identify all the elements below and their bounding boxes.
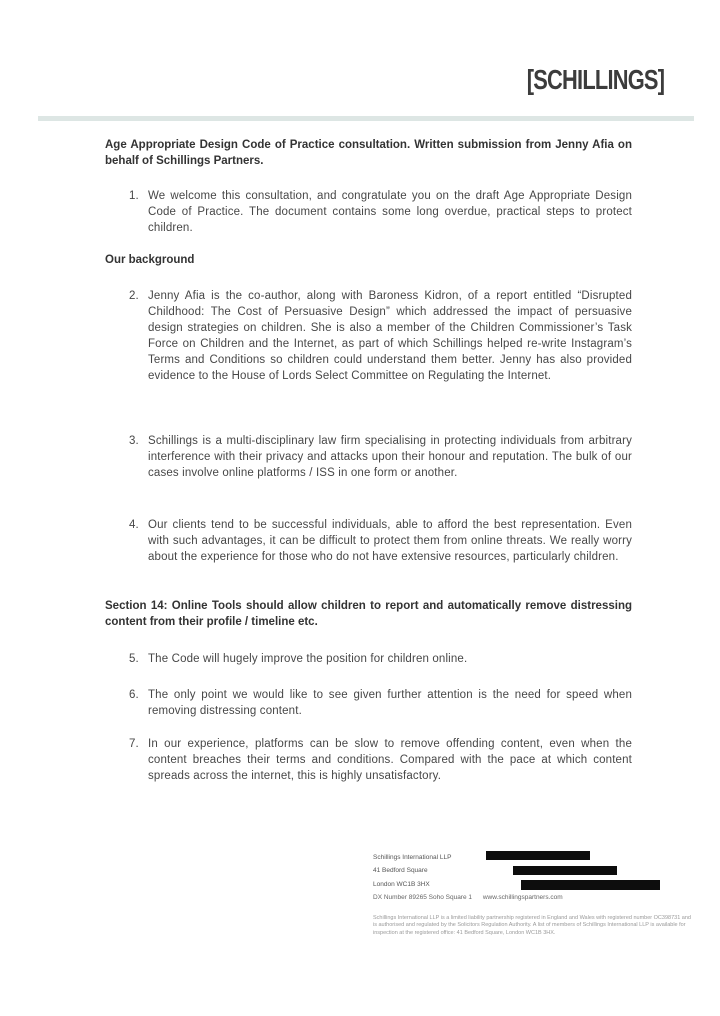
list-item-5 bbox=[105, 651, 632, 667]
list-item-text: The only point we would like to see given further attention is the need for speed when removing distressing content. bbox=[148, 689, 632, 717]
redaction-bar-2 bbox=[513, 866, 617, 875]
list-item-3 bbox=[105, 433, 632, 481]
footer-firm-name: Schillings International LLP bbox=[373, 854, 452, 861]
header-divider-rule bbox=[38, 116, 694, 121]
schillings-logo: [SCHILLINGS] bbox=[526, 64, 664, 95]
list-item-text: The Code will hugely improve the position for children online. bbox=[148, 653, 468, 665]
footer-fine-print: Schillings International LLP is a limited liability partnership registered in England and Wales with registered number OC398731 and is authorised and regulated by the Solicitors Regulation Authority. A list of members of Schillings International LLP is available for inspection at the registered office: 41 Bedford Square, London WC1B 3HX. bbox=[373, 915, 691, 936]
list-item-6 bbox=[105, 687, 632, 719]
list-item-text: Schillings is a multi-disciplinary law firm specialising in protecting individuals from arbitrary interference with their privacy and attacks upon their honour and reputation. The bulk of our cases involve online platforms / ISS in one form or another. bbox=[148, 435, 632, 479]
footer-street: 41 Bedford Square bbox=[373, 867, 428, 875]
list-item-1 bbox=[105, 188, 632, 236]
footer-contact-line: DX Number 89265 Soho Square 1 www.schillingspartners.com bbox=[373, 894, 563, 902]
list-item-2 bbox=[105, 288, 632, 384]
list-item-text: In our experience, platforms can be slow to remove offending content, even when the content breaches their terms and conditions. Compared with the pace at which content spreads across the internet, this is highly unsatisfactory. bbox=[148, 738, 632, 782]
list-item-number: 7. bbox=[129, 738, 139, 750]
document-title: Age Appropriate Design Code of Practice consultation. Written submission from Jenny Afia on behalf of Schillings Partners. bbox=[105, 139, 632, 167]
list-item-number: 4. bbox=[129, 519, 139, 531]
list-item-7 bbox=[105, 736, 632, 784]
footer-city-postcode: London WC1B 3HX bbox=[373, 880, 430, 888]
redaction-bar-3 bbox=[521, 880, 660, 890]
list-item-number: 6. bbox=[129, 689, 139, 701]
heading-our-background: Our background bbox=[105, 254, 195, 266]
list-item-text: Our clients tend to be successful individuals, able to afford the best representation. Even with such advantages, it can be difficult to protect them from online threats. We really worry about the experience for those who do not have extensive resources, particularly children. bbox=[148, 519, 632, 563]
list-item-4 bbox=[105, 517, 632, 565]
list-item-number: 3. bbox=[129, 435, 139, 447]
list-item-text: We welcome this consultation, and congratulate you on the draft Age Appropriate Design Code of Practice. The document contains some long overdue, practical steps to protect children. bbox=[148, 190, 632, 234]
redaction-bar-1 bbox=[486, 851, 590, 860]
heading-section-14: Section 14: Online Tools should allow children to report and automatically remove distressing content from their profile / timeline etc. bbox=[105, 600, 632, 628]
list-item-text: Jenny Afia is the co-author, along with Baroness Kidron, of a report entitled “Disrupted Childhood: The Cost of Persuasive Design” which addressed the impact of persuasive design strategies on children. She is also a member of the Children Commissioner’s Task Force on Children and the Internet, as part of which Schillings helped re-write Instagram’s Terms and Conditions so children could understand them better. Jenny has also provided evidence to the House of Lords Select Committee on Regulating the Internet. bbox=[148, 290, 632, 382]
list-item-number: 1. bbox=[129, 190, 139, 202]
list-item-number: 2. bbox=[129, 290, 139, 302]
list-item-number: 5. bbox=[129, 653, 139, 665]
